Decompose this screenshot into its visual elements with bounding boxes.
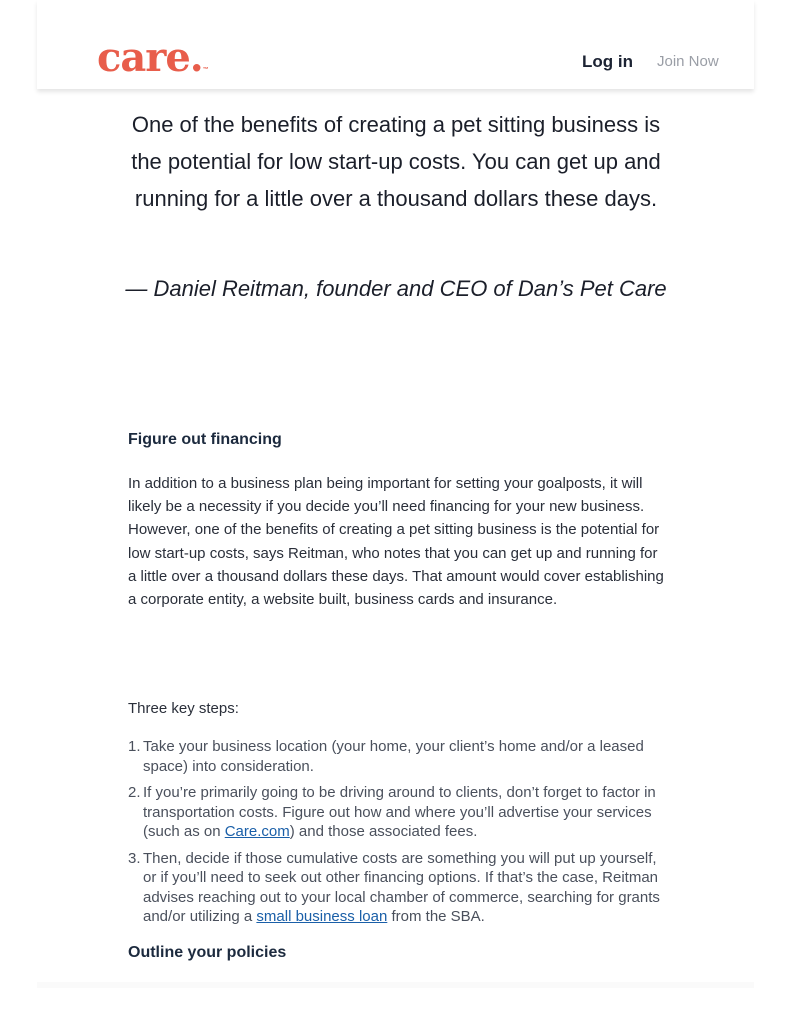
quote-attribution: — Daniel Reitman, founder and CEO of Dan’s Pet Care — [125, 276, 667, 301]
steps-list — [128, 737, 673, 934]
step-number: 1. — [128, 738, 141, 755]
section-heading-policies: Outline your policies — [128, 944, 287, 961]
section-heading-financing: Figure out financing — [128, 431, 282, 448]
care-com-link[interactable]: Care.com — [224, 823, 290, 840]
step-text-after: from the SBA. — [387, 908, 485, 925]
logo-dot: . — [189, 34, 203, 81]
care-logo[interactable] — [97, 34, 208, 81]
step-text: Take your business location (your home, your client’s home and/or a leased space) into consideration. — [143, 738, 644, 775]
footer-divider — [37, 982, 754, 988]
list-item — [128, 737, 673, 776]
step-text-before: If you’re primarily going to be driving around to clients, don’t forget to factor in transportation costs. Figure out how and where you’ll advertise your services (such as on — [143, 784, 656, 840]
steps-intro: Three key steps: — [128, 700, 239, 717]
logo-trademark: ™ — [202, 67, 208, 73]
site-header — [37, 0, 754, 89]
list-item — [128, 783, 673, 842]
step-text-before: Then, decide if those cumulative costs are something you will put up yourself, or if you’ll need to seek out other financing options. If that’s the case, Reitman advises reaching out to your local chamber of commerce, searching for grants and/or utilizing a — [143, 849, 660, 925]
financing-paragraph: In addition to a business plan being important for setting your goalposts, it will likely be a necessity if you decide you’ll need financing for your new business. However, one of the benefits of creating a pet sitting business is the potential for low start-up costs, says Reitman, who notes that you can get up and running for a little over a thousand dollars these days. That amount would cover establishing a corporate entity, a website built, business cards and insurance. — [128, 475, 664, 609]
small-business-loan-link[interactable]: small business loan — [256, 908, 388, 925]
step-text-after: ) and those associated fees. — [289, 823, 478, 840]
login-link[interactable]: Log in — [582, 52, 633, 71]
step-number: 2. — [128, 784, 141, 801]
list-item — [128, 849, 673, 927]
pull-quote: One of the benefits of creating a pet sitting business is the potential for low start-up costs. You can get up and running for a little over a thousand dollars these days. — [131, 112, 661, 211]
join-now-link[interactable]: Join Now — [657, 53, 719, 70]
logo-text: care — [97, 34, 190, 81]
step-number: 3. — [128, 849, 141, 867]
